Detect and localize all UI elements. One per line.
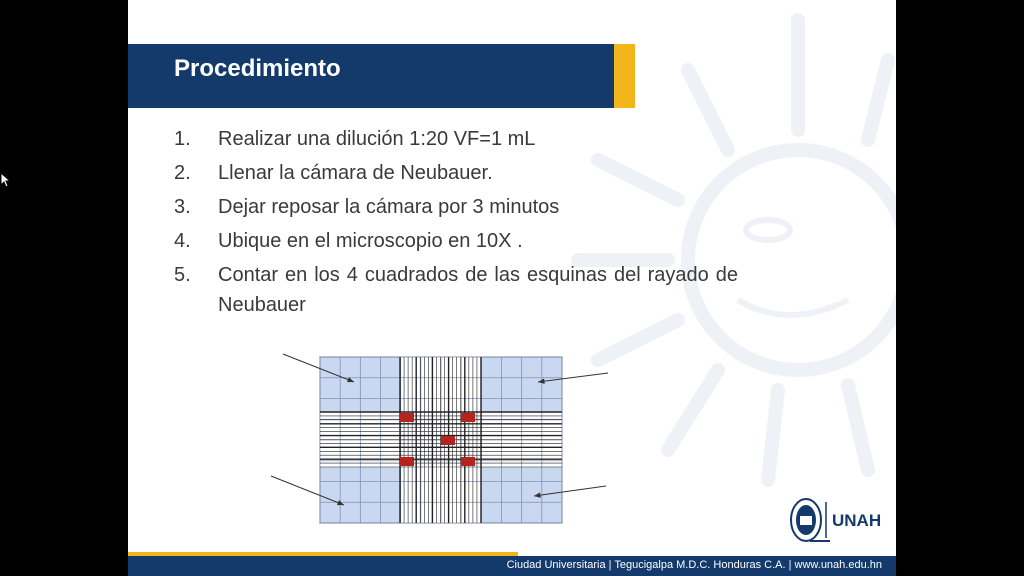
step-text: Llenar la cámara de Neubauer. [218, 162, 493, 184]
step-number: 5. [174, 264, 191, 286]
presentation-slide [128, 0, 896, 576]
neubauer-grid-diagram [128, 0, 896, 576]
logo-label: UNAH [832, 511, 882, 530]
highlight-square [461, 457, 475, 466]
step-text: Ubique en el microscopio en 10X . [218, 230, 523, 252]
highlight-square [400, 457, 414, 466]
footer-bar [128, 556, 896, 576]
step-number: 4. [174, 230, 191, 252]
highlight-square [461, 413, 475, 422]
highlight-square [441, 436, 455, 445]
step-number: 3. [174, 196, 191, 218]
slide-title: Procedimiento [174, 55, 341, 82]
highlight-square [400, 413, 414, 422]
mouse-cursor-icon [0, 172, 10, 193]
step-text: Dejar reposar la cámara por 3 minutos [218, 196, 560, 218]
footer-text: Ciudad Universitaria | Tegucigalpa M.D.C. Honduras C.A. | www.unah.edu.hn [506, 559, 882, 571]
step-number: 2. [174, 162, 191, 184]
step-text: Realizar una dilución 1:20 VF=1 mL [218, 128, 536, 150]
step-number: 1. [174, 128, 191, 150]
step-text: Contar en los 4 cuadrados de las esquinas del rayado de Neubauer [218, 264, 738, 316]
